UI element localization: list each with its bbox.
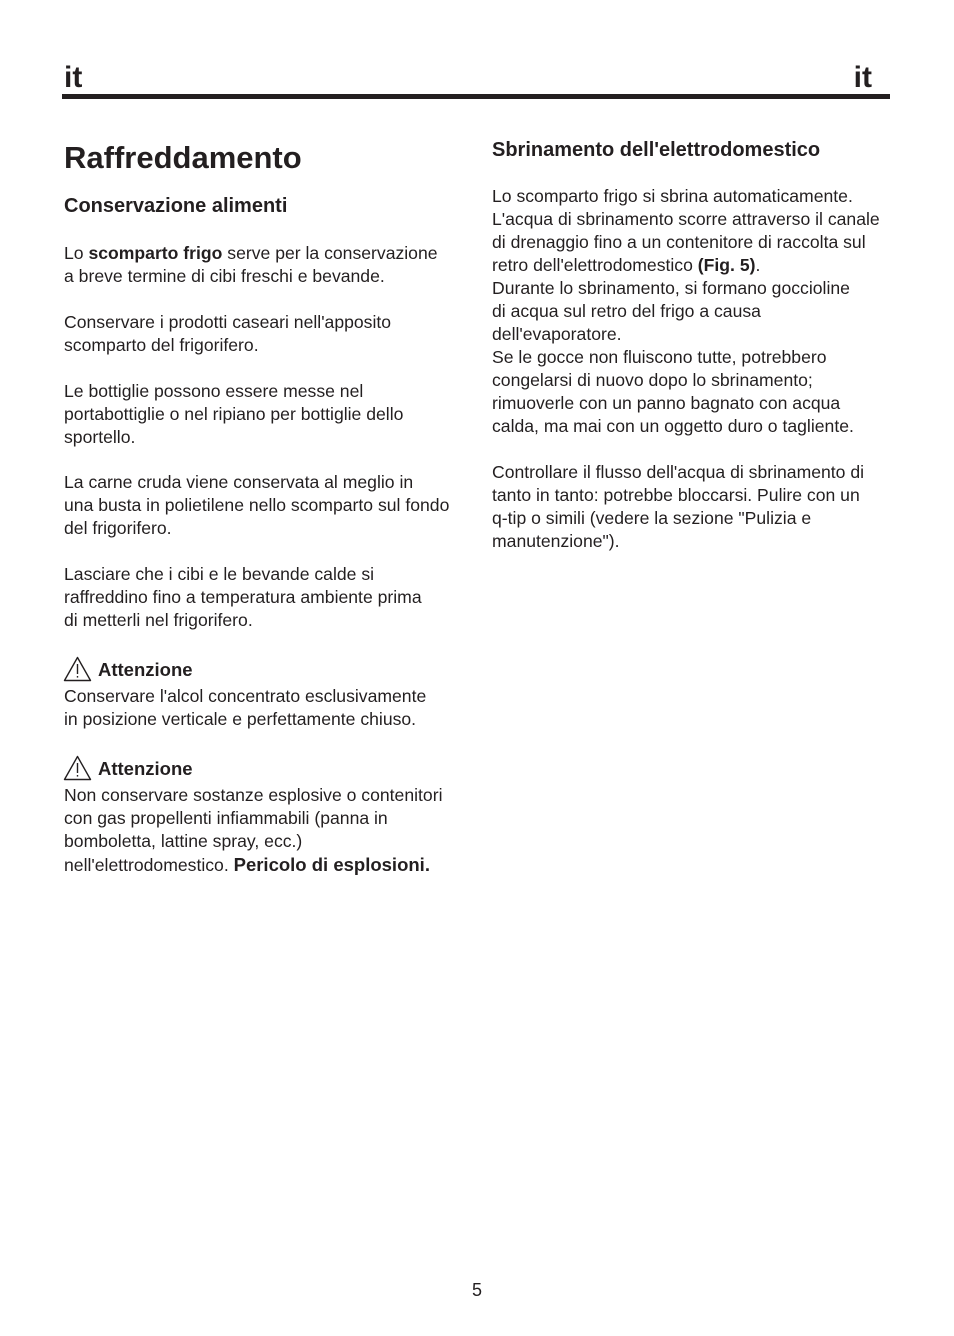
warning-label: Attenzione bbox=[98, 757, 193, 779]
warning-triangle-icon bbox=[63, 755, 92, 781]
page-title: Raffreddamento bbox=[64, 140, 302, 175]
text-run: Non conservare sostanze esplosive o contenitori con gas propellenti infiammabili (panna in bomboletta, lattine spray, ecc.) nell'elettrodomestico. bbox=[64, 785, 443, 875]
header-rule bbox=[62, 94, 890, 99]
language-code-left: it bbox=[64, 61, 83, 94]
bold-warning: Pericolo di esplosioni. bbox=[233, 854, 430, 875]
warning-label: Attenzione bbox=[98, 658, 193, 680]
paragraph-defrost-process bbox=[492, 185, 897, 438]
text-run: . Durante lo sbrinamento, si formano goccioline di acqua sul retro del frigo a causa dell'evaporatore. Se le gocce non fluiscono tutte, potrebbero congelarsi di nuovo dopo lo sbrinamento; rimuoverle con un panno bagnato con acqua calda, ma mai con un oggetto duro o tagliente. bbox=[492, 255, 854, 436]
bold-term: scomparto frigo bbox=[88, 243, 223, 263]
warning-text-alcohol: Conservare l'alcol concentrato esclusivamente in posizione verticale e perfettamente chiuso. bbox=[64, 686, 427, 729]
paragraph-raw-meat: La carne cruda viene conservata al meglio in una busta in polietilene nello scomparto sul fondo del frigorifero. bbox=[64, 472, 450, 538]
warning-text-explosives bbox=[64, 784, 469, 877]
section-heading-defrosting: Sbrinamento dell'elettrodomestico bbox=[492, 139, 821, 161]
paragraph-bottles: Le bottiglie possono essere messe nel portabottiglie o nel ripiano per bottiglie dello sportello. bbox=[64, 381, 404, 447]
section-heading-food-storage: Conservazione alimenti bbox=[64, 195, 288, 217]
paragraph-fridge-compartment bbox=[64, 242, 469, 288]
text-run: Lo scomparto frigo si sbrina automaticamente. L'acqua di sbrinamento scorre attraverso il canale di drenaggio fino a un contenitore di raccolta sul retro dell'elettrodomestico bbox=[492, 186, 880, 275]
figure-reference: (Fig. 5) bbox=[697, 255, 756, 275]
language-code-right: it bbox=[853, 61, 872, 94]
paragraph-drain-check: Controllare il flusso dell'acqua di sbrinamento di tanto in tanto: potrebbe bloccarsi. Pulire con un q-tip o simili (vedere la sezione "Pulizia e manutenzione"). bbox=[492, 462, 865, 551]
warning-triangle-icon bbox=[63, 656, 92, 682]
text-run: Lo bbox=[64, 243, 89, 263]
warning-heading-2 bbox=[63, 755, 193, 781]
page-number: 5 bbox=[471, 1280, 482, 1300]
paragraph-hot-food: Lasciare che i cibi e le bevande calde si raffreddino fino a temperatura ambiente prima di metterli nel frigorifero. bbox=[64, 564, 422, 630]
warning-heading-1 bbox=[63, 656, 193, 682]
text-run: serve per la conservazione a breve termine di cibi freschi e bevande. bbox=[64, 243, 438, 286]
paragraph-dairy: Conservare i prodotti caseari nell'apposito scomparto del frigorifero. bbox=[64, 312, 392, 355]
